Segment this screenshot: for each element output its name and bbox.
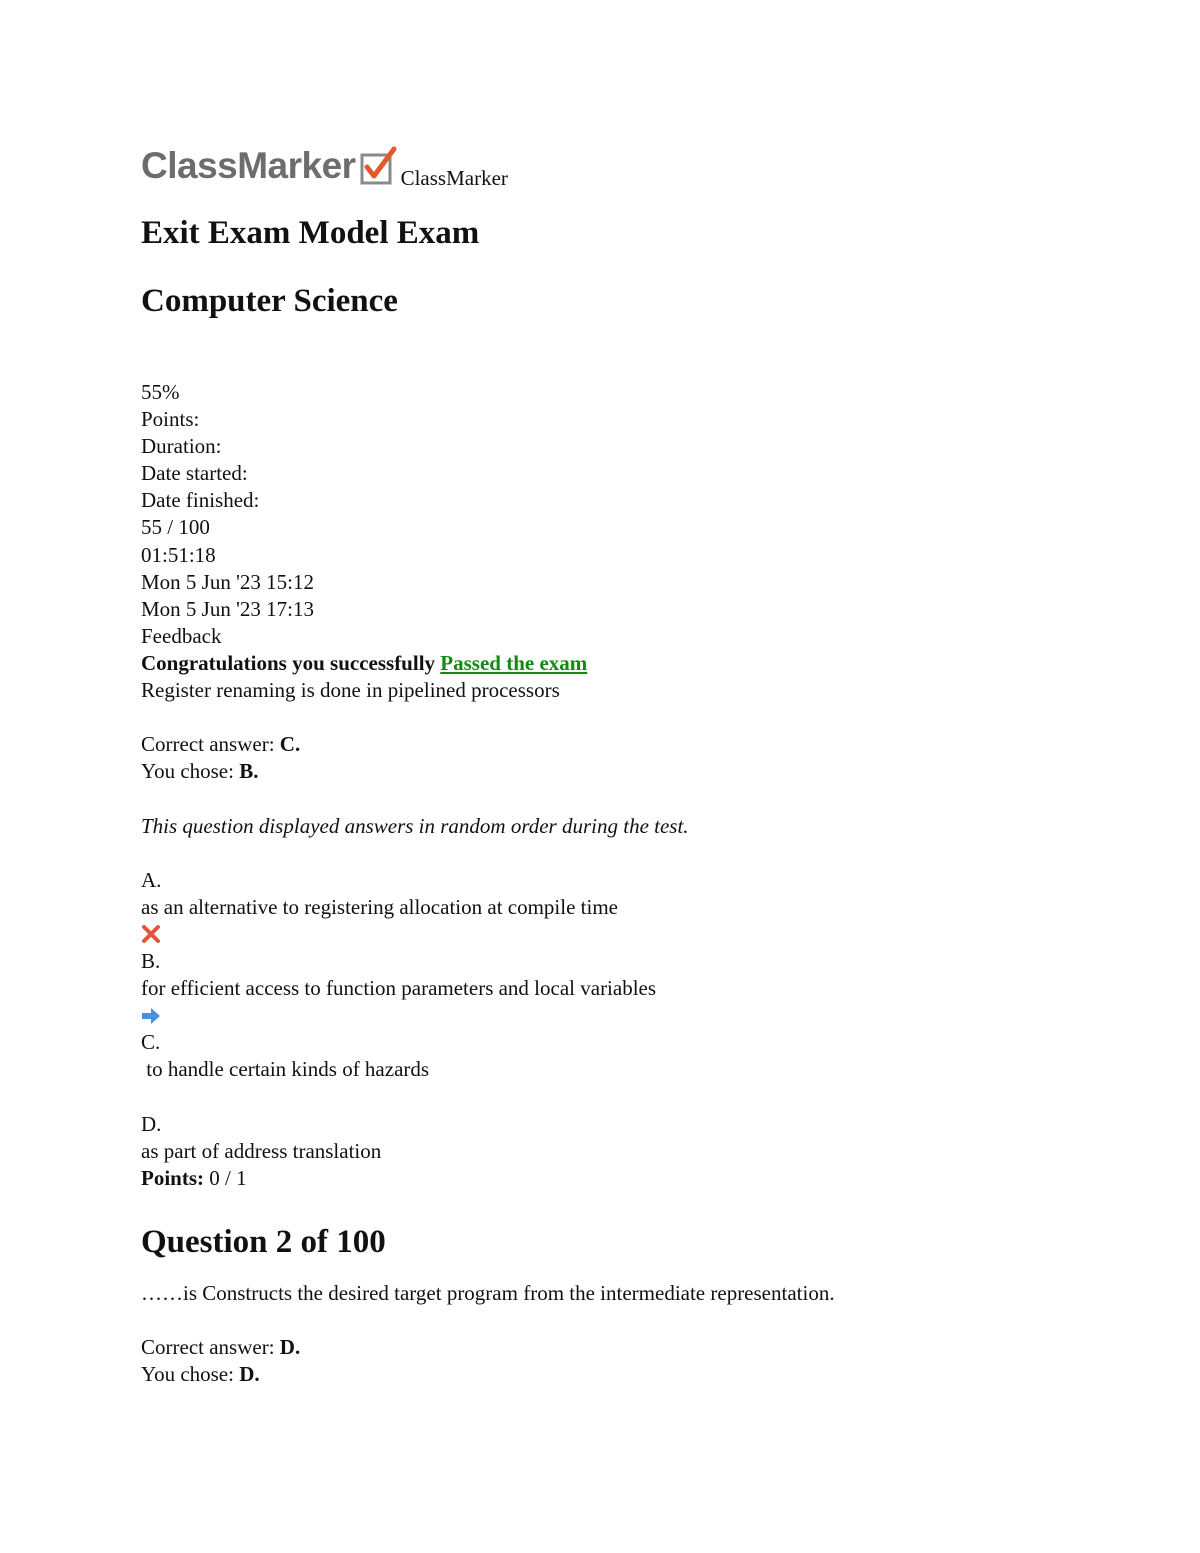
you-chose-value: B.	[239, 759, 259, 784]
option-b-text: for efficient access to function parameters and local variables	[141, 976, 657, 1001]
checkbox-check-icon	[360, 146, 398, 186]
correct-answer-label: Correct answer:	[141, 1335, 275, 1359]
correct-answer-value: D.	[279, 1335, 301, 1359]
exam-result-page	[141, 138, 1141, 1388]
you-chose-label: You chose:	[141, 1362, 234, 1387]
congrats-line	[141, 650, 1141, 677]
you-chose-value: D.	[239, 1362, 260, 1387]
option-c-text: to handle certain kinds of hazards	[141, 1057, 430, 1082]
passed-exam-link[interactable]: Passed the exam	[440, 650, 588, 675]
congrats-text: Congratulations you successfully	[141, 650, 436, 675]
duration-value: 01:51:18	[141, 542, 216, 567]
date-finished-label: Date finished:	[141, 488, 260, 513]
logo	[141, 138, 1141, 190]
correct-answer-value: C.	[279, 732, 301, 757]
option-d-text: as part of address translation	[141, 1138, 382, 1163]
q1-points	[141, 1165, 1141, 1192]
correct-answer-label: Correct answer:	[141, 732, 275, 757]
option-a-text: as an alternative to registering allocation at compile time	[141, 894, 618, 919]
date-finished-value: Mon 5 Jun '23 17:13	[141, 596, 314, 621]
points-label: Points:	[141, 407, 200, 432]
option-a-letter: A.	[141, 867, 162, 892]
option-d-letter: D.	[141, 1111, 162, 1136]
points-label-bold: Points:	[141, 1165, 204, 1190]
question-2-text: ……is Constructs the desired target program from the intermediate representation.	[141, 1280, 835, 1305]
date-started-value: Mon 5 Jun '23 15:12	[141, 569, 314, 594]
question-1-text: Register renaming is done in pipelined processors	[141, 678, 560, 703]
random-order-note: This question displayed answers in random order during the test.	[141, 813, 689, 838]
q1-you-chose	[141, 758, 1141, 785]
question-2-heading: Question 2 of 100	[141, 1223, 386, 1260]
logo-wordmark: ClassMarker	[141, 145, 356, 186]
arrow-right-icon	[141, 1007, 161, 1025]
points-earned: 0 / 1	[209, 1165, 247, 1190]
q1-correct-answer	[141, 731, 1141, 758]
q2-correct-answer	[141, 1334, 1141, 1361]
feedback-label: Feedback	[141, 623, 222, 648]
option-b-letter: B.	[141, 948, 161, 973]
exam-subject: Computer Science	[141, 283, 398, 319]
date-started-label: Date started:	[141, 461, 248, 486]
exam-title: Exit Exam Model Exam	[141, 215, 480, 251]
points-value: 55 / 100	[141, 515, 210, 540]
logo-alt-text: ClassMarker	[400, 166, 508, 190]
duration-label: Duration:	[141, 434, 222, 459]
x-icon	[141, 924, 161, 944]
q2-you-chose	[141, 1361, 1141, 1388]
you-chose-label: You chose:	[141, 759, 234, 784]
result-body	[141, 379, 1141, 1192]
score-percent: 55%	[141, 380, 180, 404]
option-c-letter: C.	[141, 1030, 161, 1055]
